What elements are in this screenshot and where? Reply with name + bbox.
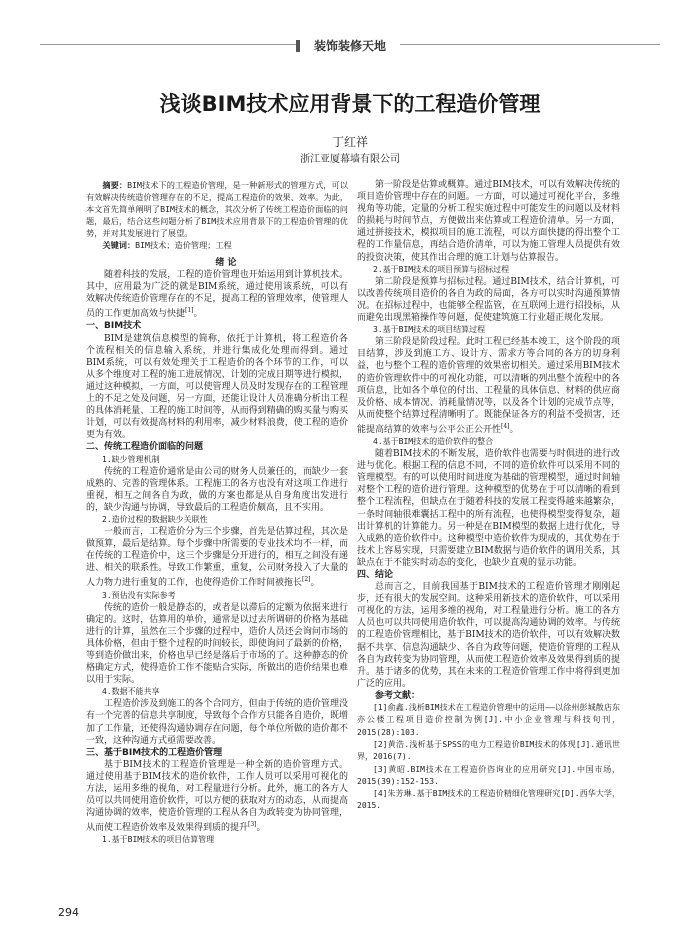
left-column xyxy=(86,179,348,847)
section-2-p2: 一般而言，工程造价分为三个步骤，首先是估算过程，其次是做预算，最后是结算。每个步骤中所需要的专业技术均不一样，而在传统的工程造价中，这三个步骤是分开进行的，相互之间没有递进、相关的联系性。导致工作繁重，重复，公司财务投入了大量的人力物力进行重复的工作，也使得造价工作时间被拖长[2]。 xyxy=(86,527,348,589)
section-2-sub1: 1.缺少管理机制 xyxy=(102,454,160,464)
keywords-label: 关键词： xyxy=(102,240,136,250)
section-2-sub3: 3.预估没有实际参考 xyxy=(102,590,176,600)
section-3-p5: 随着BIM技术的不断发展，造价软件也需要与时俱进的进行改进与优化。根据工程的信息不同，不同的造价软件可以采用不同的管理模型。有的可以使用时间进度为基础的管理模型，通过时间轴对整个工程的造价进行管理。这种模型的优势在于可以清晰的看到整个工程流程，但缺点在于随着科技的发展工程变得越来越繁杂，一条时间轴很难囊括工程中的所有流程，也使得模型变得复杂，超出计算机的计算能力。另一种是在BIM模型的数据上进行优化，导入成熟的造价软件中。这种模型中造价软件为现成的，其优势在于技术上容易实现，只需要建立BIM数据与造价软件的调用关系，其缺点在于不能实时动态的变化，也缺少直观的显示功能。 xyxy=(357,449,620,568)
right-column xyxy=(357,179,620,813)
section-2-p4: 工程造价涉及到施工的各个合同方，但由于传统的造价管理没有一个完善的信息共享制度，导致每个合作方只能各自造价，既增加了工作量，还使得沟通协调存在问题，每个单位所做的造价都不一致，这种沟通方式亟需要改善。 xyxy=(86,699,348,746)
abstract xyxy=(86,179,348,239)
section-3-p3: 第二阶段是预算与招标过程。通过BIM技术，结合计算机，可以改善传统项目造价的各自为政的局面，各方可以实时沟通预算情况。在招标过程中，也能够全程监管，在互联网上进行招投标，从而避免出现黑箱操作等问题，促使建筑施工行业超正规化发展。 xyxy=(357,276,620,324)
paper-title: 浅谈BIM技术应用背景下的工程造价管理 xyxy=(159,92,541,116)
reference-item: [3]黄昭.BIM技术在工程造价咨询业的应用研究[J].中国市场，2015(39):152-153. xyxy=(357,764,620,786)
references-heading: 参考文献： xyxy=(375,690,421,701)
section-3-sub3: 3.基于BIM技术的项目结算过程 xyxy=(373,325,486,335)
abstract-label: 摘要： xyxy=(102,180,128,190)
intro-paragraph: 随着科技的发展，工程的造价管理也开始运用到计算机技术。其中，应用最为广泛的就是BIM系统，通过使用该系统，可以有效解决传统造价管理存在的不足，提高工程的管理效率，使管理人员的工作更加高效与快捷[1]。 xyxy=(86,270,348,320)
page-number: 294 xyxy=(58,906,79,919)
journal-section-header: 装饰装修天地 xyxy=(300,38,400,54)
reference-item: [4]朱芳琳.基于BIM技术的工程造价精细化管理研究[D].西华大学，2015. xyxy=(357,789,620,811)
section-4-paragraph: 总而言之，目前我国基于BIM技术的工程造价管理才刚刚起步，还有很大的发展空间。这种采用新技术的造价软件，可以采用可视化的方法，运用多维的视角，对工程量进行分析。施工的各方人员也可以共同使用造价软件，可以提高沟通协调的效率。与传统的工程造价管理相比，基于BIM技术的造价软件，可以有效解决数据不共享、信息沟通缺少、各自为政等问题，使造价管理的工程从各自为政转变为协同管理，从而使工程造价效率及效果得到质的提升。基于诸多的优势，其在未来的工程造价管理工作中将得到更加广泛的应用。 xyxy=(357,582,620,689)
section-4-heading: 四、结论 xyxy=(357,570,394,580)
section-3-p2: 第一阶段是估算或概算。通过BIM技术，可以有效解决传统的项目造价管理中存在的问题。一方面，可以通过可视化平台，多维视角等功能，定量的分析工程实施过程中可能发生的问题以及材料的损耗与时间节点，方便做出来估算或工程造价清单。另一方面，通过拼接技术，模拟项目的施工流程，可以方面快捷的得出整个工程的工作量信息，再结合造价清单，可以为施工管理人员提供有效的投资决策，使其作出合理的施工计划与估算报告。 xyxy=(357,180,620,263)
intro-heading: 绪 论 xyxy=(215,258,237,268)
section-1-heading: 一、BIM技术 xyxy=(86,321,142,332)
section-3-sub4: 4.基于BIM技术的造价软件的整合 xyxy=(373,436,494,446)
section-3-sub2: 2.基于BIM技术的项目预算与招标过程 xyxy=(373,264,510,274)
author: 丁红祥 xyxy=(331,135,368,149)
section-3-p4: 第三阶段是阶段过程。此时工程已经基本竣工，这个阶段的项目结算，涉及到施工方、设计方、需求方等合同的各方的切身利益，也与整个工程的造价管理的效果密切相关。通过采用BIM技术的造价管理软件中的可视化功能，可以清晰的列出整个流程中的各项信息，比如各个单位的付出、工程量的具体信息、材料的供应商及价格、成本情况、消耗量情况等，以及各个计划的完成节点等，从而使整个结算过程清晰明了。既能保证各方的利益不受损害，还能提高结算的效率与公平公正公开性[4]。 xyxy=(357,337,620,435)
section-2-p1: 传统的工程造价通常是由公司的财务人员兼任的，而缺少一套成熟的、完善的管理体系。工程施工的各方也没有对这项工作进行重视，相互之间各自为政，做的方案也都是从自身角度出发进行的，缺少沟通与协调，导致最后的工程造价颇高，且不实用。 xyxy=(86,466,348,513)
reference-item: [1]俞鑫.浅析BIM技术在工程造价管理中的运用——以徐州彭城散店东亦公楼工程项目造价控制为例[J].中小企业管理与科技旬刊，2015(28):103. xyxy=(357,703,620,737)
section-3-heading: 三、基于BIM技术的工程造价管理 xyxy=(86,747,223,758)
section-3-p1: 基于BIM技术的工程造价管理是一种全新的造价管理方式。通过使用基于BIM技术的造价软件，工作人员可以采用可视化的方法，运用多维的视角，对工程量进行分析。此外，施工的各方人员可以共同使用造价软件，可以方便的获取对方的动态，从而提高沟通协调的效率，使造价管理的工程从各自为政转变为协同管理，从而使工程造价效率及效果得到质的提升[3]。 xyxy=(86,759,348,834)
reference-item: [2]黄浩.浅析基于SPSS的电力工程造价BIM技术的体现[J].通讯世界，2016(7). xyxy=(357,739,620,762)
section-2-sub4: 4.数据不能共享 xyxy=(102,687,160,697)
abstract-text: BIM技术下的工程造价管理，是一种新形式的管理方式，可以有效解决传统造价管理存在的不足，提高工程造价的效果、效率。为此，本文首先简单阐明了BIM技术的概念，其次分析了传统工程造价面临的问题，最后，结合这些问题分析了BIM技术应用背景下的工程造价管理的优势，并对其发展进行了展望。 xyxy=(86,180,349,238)
keywords-text: BIM技术；造价管理；工程 xyxy=(135,240,232,250)
section-3-sub1: 1.基于BIM技术的项目估算管理 xyxy=(102,835,215,845)
section-2-sub2: 2.造价过程的数据缺少关联性 xyxy=(102,514,208,524)
section-1-paragraph: BIM是建筑信息模型的简称，依托于计算机，将工程造价各个流程相关的信息输入系统，并进行集成化处理而得到。通过BIM系统，可以有效处理关于工程造价的各个环节的工作，可以从多个维度对工程的施工进展情况、计划的完成日期等进行模拟，通过这种模拟，一方面，可以使管理人员及时发现存在的工程管理上的不足之处及问题，另一方面，还能让设计人员准确分析出工程的具体消耗量、工程的施工时间等，从而得到精确的购买量与购买计划，可以有效提高材料的利用率，减少材料浪费，使工程的造价更为有效。 xyxy=(86,333,348,441)
section-2-heading: 二、传统工程造价面临的问题 xyxy=(86,442,204,453)
affiliation: 浙江亚厦幕墙有限公司 xyxy=(300,154,400,165)
keywords xyxy=(86,239,348,251)
section-2-p3: 传统的造价一般是静态的，或者是以滞后的定额为依据来进行确定的。这时，估算用的单价，通常是以过去所调研的价格为基础进行的计算，虽然在三个步骤的过程中，造价人员还会询问市场的具体价格，但由于整个过程的时间较长，即使询问了最新的价格，等到造价做出来，价格也早已经是落后于市场的了。这种静态的价格确定方式，使得造价工作不能贴合实际，所做出的造价结果也难以用于实际。 xyxy=(86,602,348,686)
